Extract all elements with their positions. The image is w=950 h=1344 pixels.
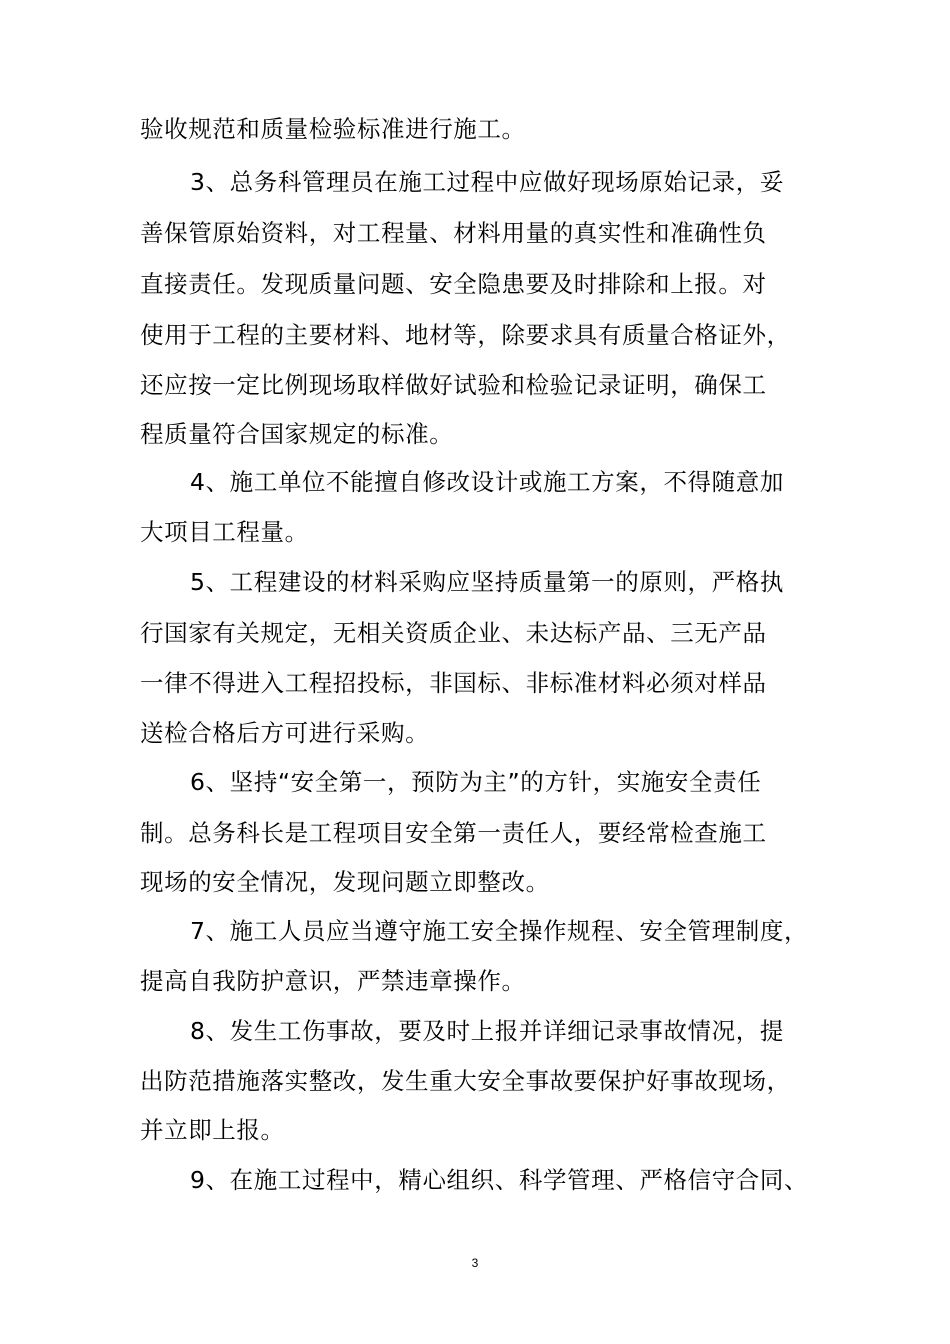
text-line: 4、施工单位不能擅自修改设计或施工方案，不得随意加 (190, 468, 784, 496)
text-line: 现场的安全情况，发现问题立即整改。 (140, 868, 550, 896)
text-line: 制。总务科长是工程项目安全第一责任人，要经常检查施工 (140, 819, 767, 847)
text-line: 提高自我防护意识，严禁违章操作。 (140, 967, 526, 995)
text-line: 使用于工程的主要材料、地材等，除要求具有质量合格证外， (140, 321, 791, 349)
text-line: 8、发生工伤事故，要及时上报并详细记录事故情况，提 (190, 1017, 784, 1045)
text-line: 程质量符合国家规定的标准。 (140, 420, 454, 448)
text-line: 6、坚持“安全第一，预防为主”的方针，实施安全责任 (190, 768, 762, 796)
text-line: 善保管原始资料，对工程量、材料用量的真实性和准确性负 (140, 219, 767, 247)
text-line: 一律不得进入工程招投标，非国标、非标准材料必须对样品 (140, 669, 767, 697)
text-line: 7、施工人员应当遵守施工安全操作规程、安全管理制度， (190, 917, 809, 945)
page-number: 3 (471, 1256, 479, 1270)
text-line: 还应按一定比例现场取样做好试验和检验记录证明，确保工 (140, 371, 767, 399)
text-line: 大项目工程量。 (140, 518, 309, 546)
text-line: 行国家有关规定，无相关资质企业、未达标产品、三无产品 (140, 619, 767, 647)
text-line: 直接责任。发现质量问题、安全隐患要及时排除和上报。对 (140, 270, 767, 298)
text-line: 出防范措施落实整改，发生重大安全事故要保护好事故现场， (140, 1067, 791, 1095)
text-line: 9、在施工过程中，精心组织、科学管理、严格信守合同、 (190, 1166, 809, 1194)
text-line: 5、工程建设的材料采购应坚持质量第一的原则，严格执 (190, 568, 784, 596)
text-line: 送检合格后方可进行采购。 (140, 719, 430, 747)
text-line: 3、总务科管理员在施工过程中应做好现场原始记录，妥 (190, 168, 784, 196)
text-line: 并立即上报。 (140, 1116, 285, 1144)
text-line: 验收规范和质量检验标准进行施工。 (140, 115, 526, 143)
